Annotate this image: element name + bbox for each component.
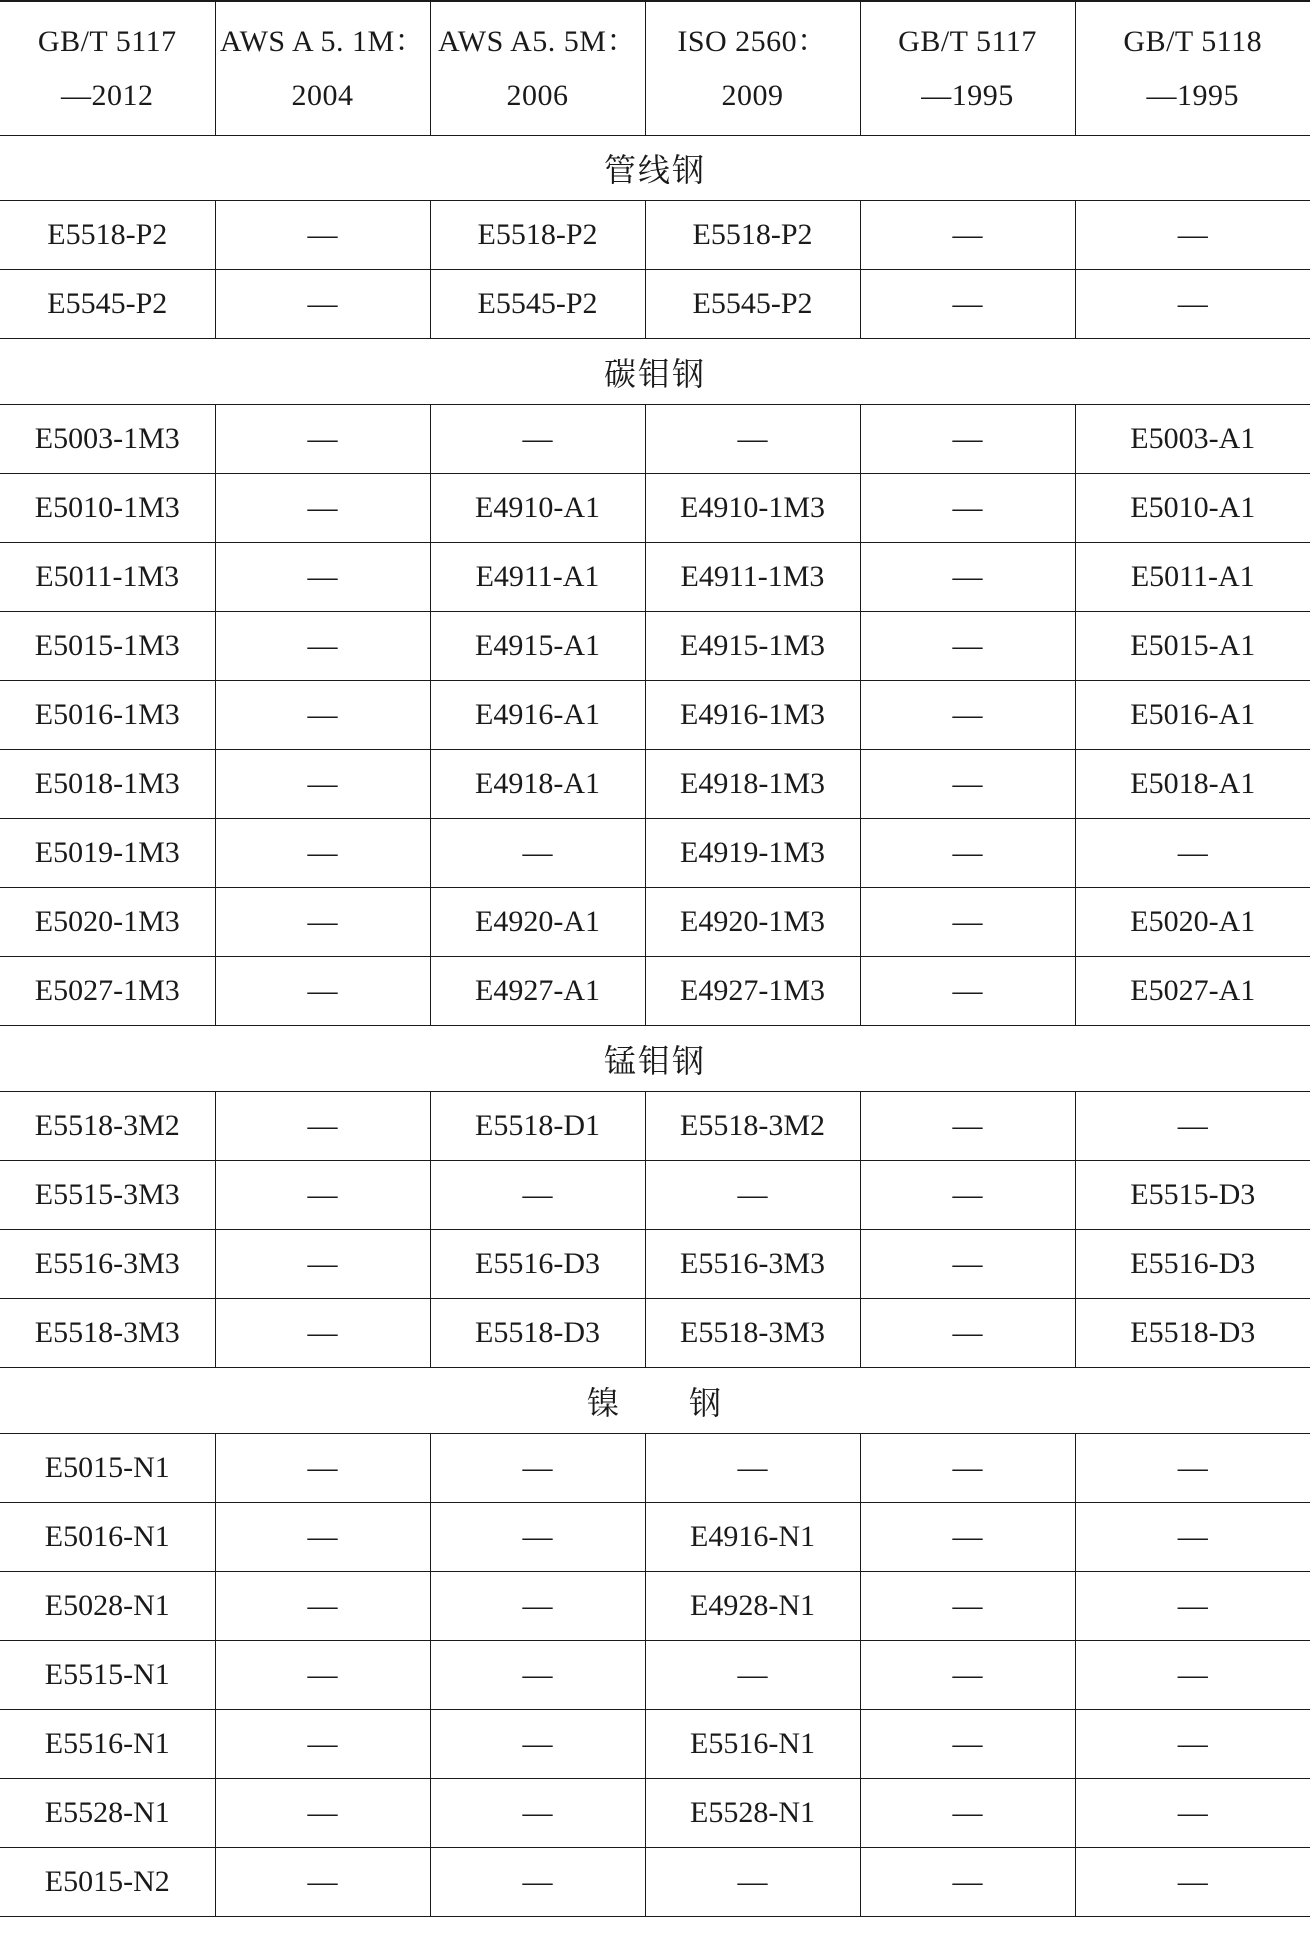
table-cell: E5516-D3: [430, 1230, 645, 1299]
table-cell: —: [215, 750, 430, 819]
table-cell: —: [860, 474, 1075, 543]
table-cell: E5019-1M3: [0, 819, 215, 888]
group-header-row: [0, 1026, 1310, 1092]
table-row: [0, 1503, 1310, 1572]
table-cell: E4927-1M3: [645, 957, 860, 1026]
header-line2: 2006: [506, 78, 569, 112]
header-line1: ISO 2560：: [677, 24, 828, 58]
table-row: [0, 1230, 1310, 1299]
table-cell: —: [215, 1710, 430, 1779]
table-row: [0, 474, 1310, 543]
table-cell: E4920-1M3: [645, 888, 860, 957]
table-cell: —: [215, 681, 430, 750]
table-cell: —: [860, 681, 1075, 750]
table-cell: —: [215, 543, 430, 612]
table-cell: E5011-1M3: [0, 543, 215, 612]
table-cell: —: [860, 1434, 1075, 1503]
header-row: [0, 1, 1310, 136]
table-cell: —: [1075, 819, 1310, 888]
table-cell: —: [860, 201, 1075, 270]
table-cell: E5015-N2: [0, 1848, 215, 1917]
table-cell: E4911-A1: [430, 543, 645, 612]
table-row: [0, 405, 1310, 474]
table-cell: —: [1075, 1779, 1310, 1848]
table-cell: E5545-P2: [645, 270, 860, 339]
header-aws-a55m-2006: [430, 1, 645, 136]
table-cell: E5516-3M3: [0, 1230, 215, 1299]
table-cell: E5545-P2: [0, 270, 215, 339]
table-cell: —: [215, 888, 430, 957]
table-cell: —: [430, 1503, 645, 1572]
table-cell: —: [215, 270, 430, 339]
table-cell: E5518-P2: [0, 201, 215, 270]
table-row: [0, 819, 1310, 888]
table-cell: E5003-A1: [1075, 405, 1310, 474]
table-cell: —: [860, 1161, 1075, 1230]
table-cell: —: [860, 1299, 1075, 1368]
table-cell: E5515-N1: [0, 1641, 215, 1710]
table-cell: —: [1075, 270, 1310, 339]
table-cell: —: [215, 1299, 430, 1368]
table-cell: —: [1075, 1641, 1310, 1710]
table-row: [0, 1092, 1310, 1161]
table-cell: —: [430, 1434, 645, 1503]
table-cell: —: [645, 1434, 860, 1503]
table-row: [0, 1641, 1310, 1710]
group-header-row: [0, 339, 1310, 405]
table-cell: —: [430, 819, 645, 888]
table-cell: E4927-A1: [430, 957, 645, 1026]
header-line2: —1995: [1146, 78, 1239, 112]
table-row: [0, 543, 1310, 612]
table-cell: E5518-D3: [1075, 1299, 1310, 1368]
table-cell: —: [645, 1848, 860, 1917]
table-row: [0, 750, 1310, 819]
table-cell: E5516-D3: [1075, 1230, 1310, 1299]
group-title: 锰钼钢: [0, 1026, 1310, 1092]
table-row: [0, 1299, 1310, 1368]
table-cell: E5010-A1: [1075, 474, 1310, 543]
table-cell: E5518-P2: [645, 201, 860, 270]
table-cell: E4910-A1: [430, 474, 645, 543]
table-cell: —: [430, 1710, 645, 1779]
table-cell: —: [215, 1230, 430, 1299]
header-line1: AWS A 5. 1M：: [219, 24, 426, 58]
table-cell: —: [860, 612, 1075, 681]
table-cell: —: [1075, 1092, 1310, 1161]
table-cell: —: [1075, 201, 1310, 270]
group-title: 碳钼钢: [0, 339, 1310, 405]
table-row: [0, 270, 1310, 339]
table-cell: E5518-D3: [430, 1299, 645, 1368]
table-cell: E5028-N1: [0, 1572, 215, 1641]
table-cell: E5018-1M3: [0, 750, 215, 819]
table-cell: E5016-1M3: [0, 681, 215, 750]
header-line1: GB/T 5117: [898, 24, 1037, 58]
table-cell: —: [645, 1641, 860, 1710]
table-cell: —: [860, 1710, 1075, 1779]
table-cell: E5015-1M3: [0, 612, 215, 681]
table-cell: —: [1075, 1503, 1310, 1572]
table-cell: E5515-3M3: [0, 1161, 215, 1230]
table-cell: —: [215, 1092, 430, 1161]
table-cell: E5016-A1: [1075, 681, 1310, 750]
table-cell: —: [215, 201, 430, 270]
table-cell: E4916-1M3: [645, 681, 860, 750]
table-cell: —: [860, 750, 1075, 819]
table-cell: E5015-N1: [0, 1434, 215, 1503]
table-cell: E5516-N1: [0, 1710, 215, 1779]
table-cell: —: [215, 1572, 430, 1641]
table-cell: —: [215, 1848, 430, 1917]
table-cell: E4918-1M3: [645, 750, 860, 819]
header-line1: GB/T 5117: [37, 24, 177, 58]
table-cell: —: [645, 405, 860, 474]
table-cell: E5518-P2: [430, 201, 645, 270]
table-cell: E5518-3M3: [0, 1299, 215, 1368]
table-cell: E4916-A1: [430, 681, 645, 750]
table-cell: —: [215, 474, 430, 543]
header-line2: —1995: [921, 78, 1014, 112]
group-title: 镍 钢: [0, 1368, 1310, 1434]
header-gbt5118-1995: [1075, 1, 1310, 136]
header-iso2560-2009: [645, 1, 860, 136]
table-cell: E4918-A1: [430, 750, 645, 819]
table-cell: E5518-3M2: [645, 1092, 860, 1161]
header-line2: 2009: [721, 78, 784, 112]
table-cell: E5020-1M3: [0, 888, 215, 957]
table-row: [0, 201, 1310, 270]
table-body: [0, 136, 1310, 1917]
table-row: [0, 1710, 1310, 1779]
header-line2: —2012: [61, 78, 154, 112]
table-cell: E4910-1M3: [645, 474, 860, 543]
group-header-row: [0, 1368, 1310, 1434]
table-cell: —: [860, 1641, 1075, 1710]
table-row: [0, 1572, 1310, 1641]
header-line2: 2004: [291, 78, 354, 112]
table-cell: E5518-3M3: [645, 1299, 860, 1368]
table-cell: E4911-1M3: [645, 543, 860, 612]
table-cell: E5011-A1: [1075, 543, 1310, 612]
table-cell: —: [430, 405, 645, 474]
table-cell: E5015-A1: [1075, 612, 1310, 681]
table-cell: —: [860, 1230, 1075, 1299]
table-cell: —: [430, 1848, 645, 1917]
table-cell: E4916-N1: [645, 1503, 860, 1572]
table-cell: E5027-A1: [1075, 957, 1310, 1026]
table-cell: E5516-3M3: [645, 1230, 860, 1299]
table-cell: —: [215, 1161, 430, 1230]
table-cell: E5528-N1: [645, 1779, 860, 1848]
table-cell: —: [1075, 1572, 1310, 1641]
table-cell: E5020-A1: [1075, 888, 1310, 957]
table-cell: —: [860, 1779, 1075, 1848]
table-cell: E5003-1M3: [0, 405, 215, 474]
table-cell: —: [215, 1434, 430, 1503]
table-cell: —: [215, 405, 430, 474]
table-cell: —: [430, 1161, 645, 1230]
table-cell: E4928-N1: [645, 1572, 860, 1641]
table-cell: —: [645, 1161, 860, 1230]
table-cell: —: [860, 1092, 1075, 1161]
table-cell: E5010-1M3: [0, 474, 215, 543]
header-line1: AWS A5. 5M：: [438, 24, 637, 58]
table-cell: —: [860, 270, 1075, 339]
table-cell: —: [860, 1503, 1075, 1572]
table-cell: —: [860, 1572, 1075, 1641]
table-row: [0, 612, 1310, 681]
table-row: [0, 1161, 1310, 1230]
table-cell: —: [215, 957, 430, 1026]
table-cell: —: [215, 1503, 430, 1572]
table-row: [0, 681, 1310, 750]
table-row: [0, 888, 1310, 957]
table-cell: E5027-1M3: [0, 957, 215, 1026]
table-cell: —: [860, 957, 1075, 1026]
header-gbt5117-2012: [0, 1, 215, 136]
table-cell: —: [860, 405, 1075, 474]
table-cell: E5545-P2: [430, 270, 645, 339]
table-cell: —: [1075, 1848, 1310, 1917]
table-cell: —: [430, 1572, 645, 1641]
table-cell: E4920-A1: [430, 888, 645, 957]
table-cell: —: [860, 1848, 1075, 1917]
table-cell: —: [860, 819, 1075, 888]
group-header-row: [0, 136, 1310, 201]
table-cell: E4919-1M3: [645, 819, 860, 888]
table-cell: E5018-A1: [1075, 750, 1310, 819]
table-cell: —: [215, 612, 430, 681]
table-cell: —: [1075, 1434, 1310, 1503]
table-cell: —: [430, 1641, 645, 1710]
table-cell: E4915-A1: [430, 612, 645, 681]
header-line1: GB/T 5118: [1123, 24, 1263, 58]
table-cell: E5515-D3: [1075, 1161, 1310, 1230]
table-cell: —: [215, 819, 430, 888]
header-gbt5117-1995: [860, 1, 1075, 136]
table-row: [0, 957, 1310, 1026]
table-cell: E5518-D1: [430, 1092, 645, 1161]
table-cell: —: [215, 1641, 430, 1710]
table-row: [0, 1848, 1310, 1917]
table-row: [0, 1779, 1310, 1848]
table-cell: E5016-N1: [0, 1503, 215, 1572]
group-title: 管线钢: [0, 136, 1310, 201]
table-header: [0, 1, 1310, 136]
header-aws-a51m-2004: [215, 1, 430, 136]
table-cell: E5528-N1: [0, 1779, 215, 1848]
table-row: [0, 1434, 1310, 1503]
table-cell: E5516-N1: [645, 1710, 860, 1779]
table-cell: —: [215, 1779, 430, 1848]
table-cell: —: [860, 543, 1075, 612]
table-cell: —: [860, 888, 1075, 957]
table-cell: E5518-3M2: [0, 1092, 215, 1161]
table-cell: —: [1075, 1710, 1310, 1779]
table-cell: —: [430, 1779, 645, 1848]
table-cell: E4915-1M3: [645, 612, 860, 681]
